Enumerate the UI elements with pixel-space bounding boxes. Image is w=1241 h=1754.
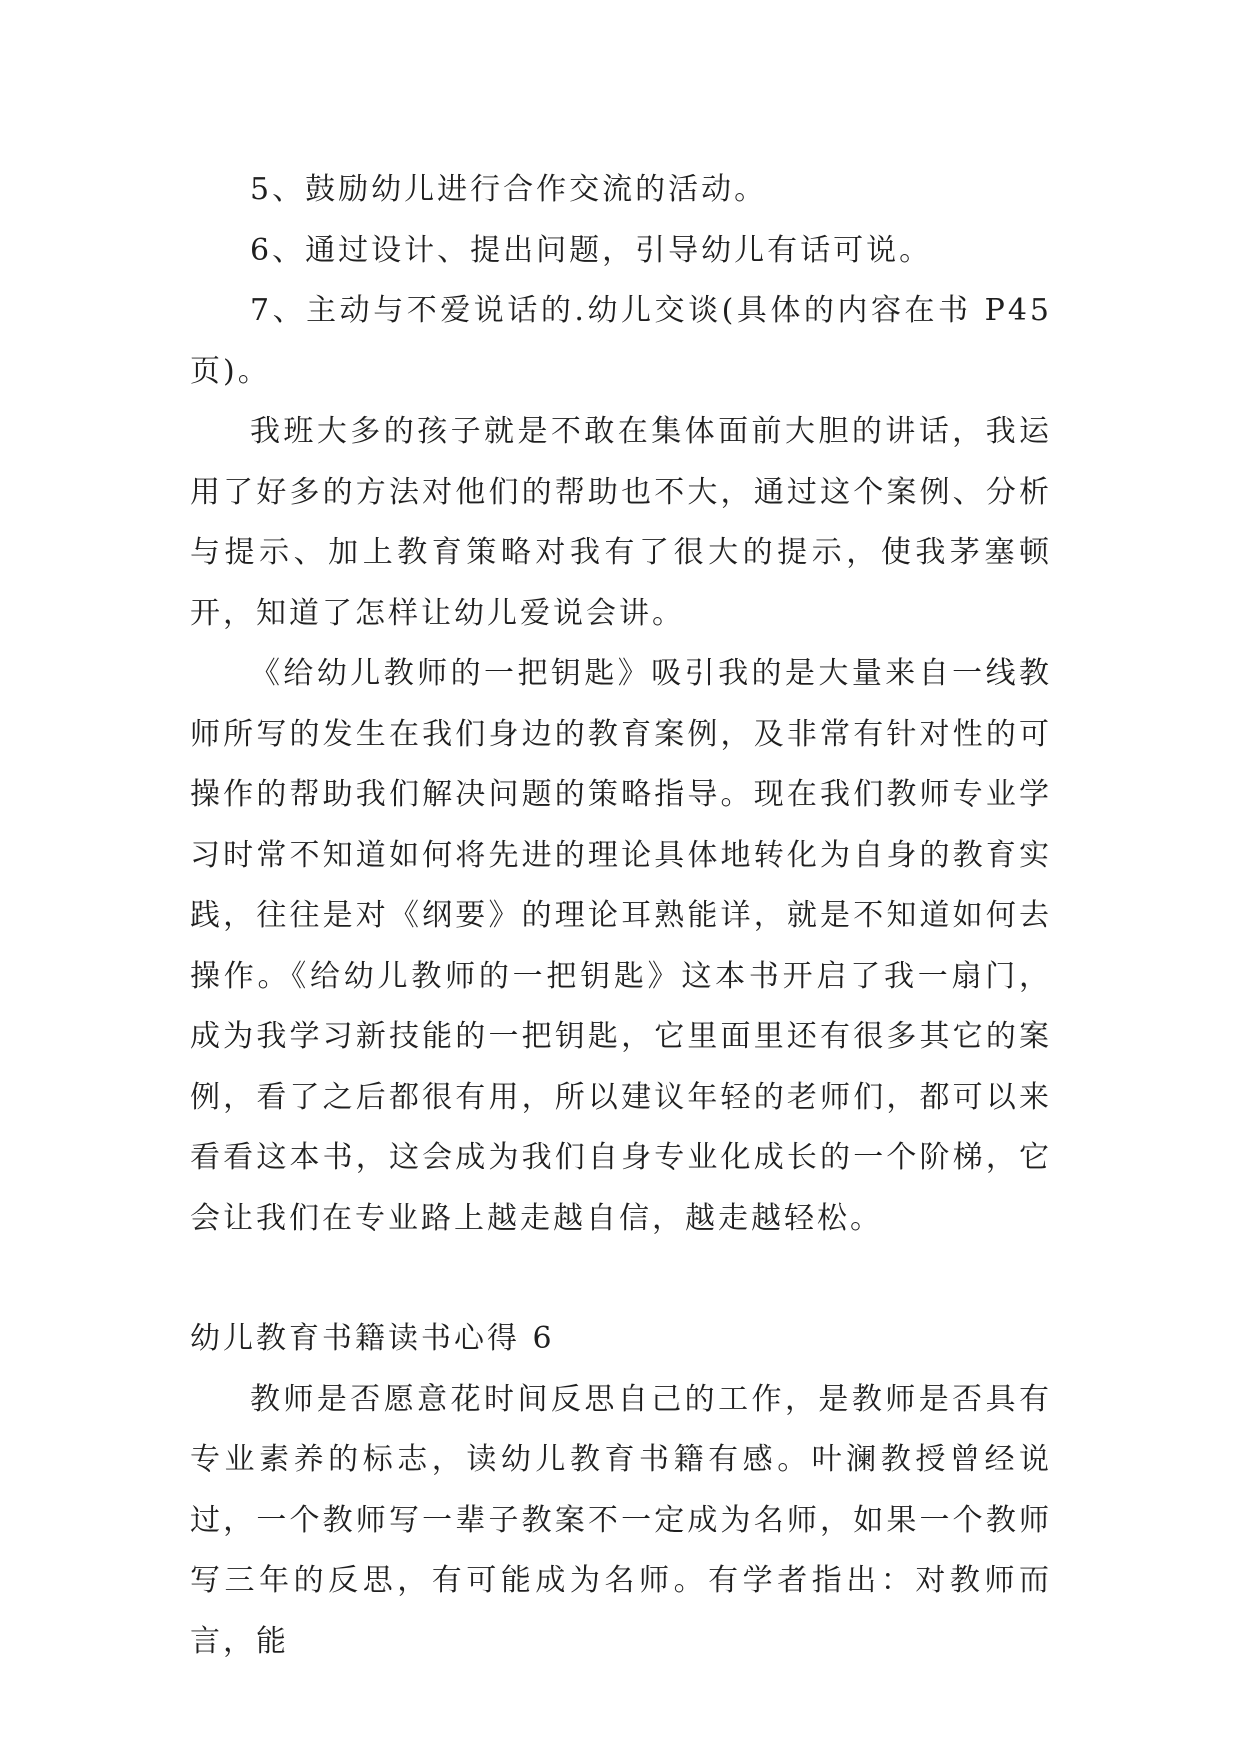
paragraph-item-6: 6、通过设计、提出问题，引导幼儿有话可说。 bbox=[250, 232, 933, 268]
paragraph-reflection: 我班大多的孩子就是不敢在集体面前大胆的讲话，我运用了好多的方法对他们的帮助也不大，通过这个案例、分析与提示、加上教育策略对我有了很大的提示，使我茅塞顿开，知道了怎样让幼儿爱说会讲。 bbox=[190, 414, 1052, 631]
section-heading: 幼儿教育书籍读书心得 6 bbox=[190, 1321, 555, 1356]
paragraph-section6-intro: 教师是否愿意花时间反思自己的工作，是教师是否具有专业素养的标志，读幼儿教育书籍有感。叶澜教授曾经说过，一个教师写一辈子教案不一定成为名师，如果一个教师写三年的反思，有可能成为名师。有学者指出：对教师而言，能 bbox=[190, 1381, 1052, 1659]
paragraph-book-review: 《给幼儿教师的一把钥匙》吸引我的是大量来自一线教师所写的发生在我们身边的教育案例，及非常有针对性的可操作的帮助我们解决问题的策略指导。现在我们教师专业学习时常不知道如何将先进的理论具体地转化为自身的教育实践，往往是对《纲要》的理论耳熟能详，就是不知道如何去操作。《给幼儿教师的一把钥匙》这本书开启了我一扇门，成为我学习新技能的一把钥匙，它里面里还有很多其它的案例，看了之后都很有用，所以建议年轻的老师们，都可以来看看这本书，这会成为我们自身专业化成长的一个阶梯，它会让我们在专业路上越走越自信，越走越轻松。 bbox=[190, 656, 1052, 1236]
document-body bbox=[190, 160, 1052, 1672]
paragraph-item-7: 7、主动与不爱说话的.幼儿交谈(具体的内容在书 P45 页)。 bbox=[190, 293, 1052, 389]
paragraph-item-5: 5、鼓励幼儿进行合作交流的活动。 bbox=[250, 172, 768, 207]
